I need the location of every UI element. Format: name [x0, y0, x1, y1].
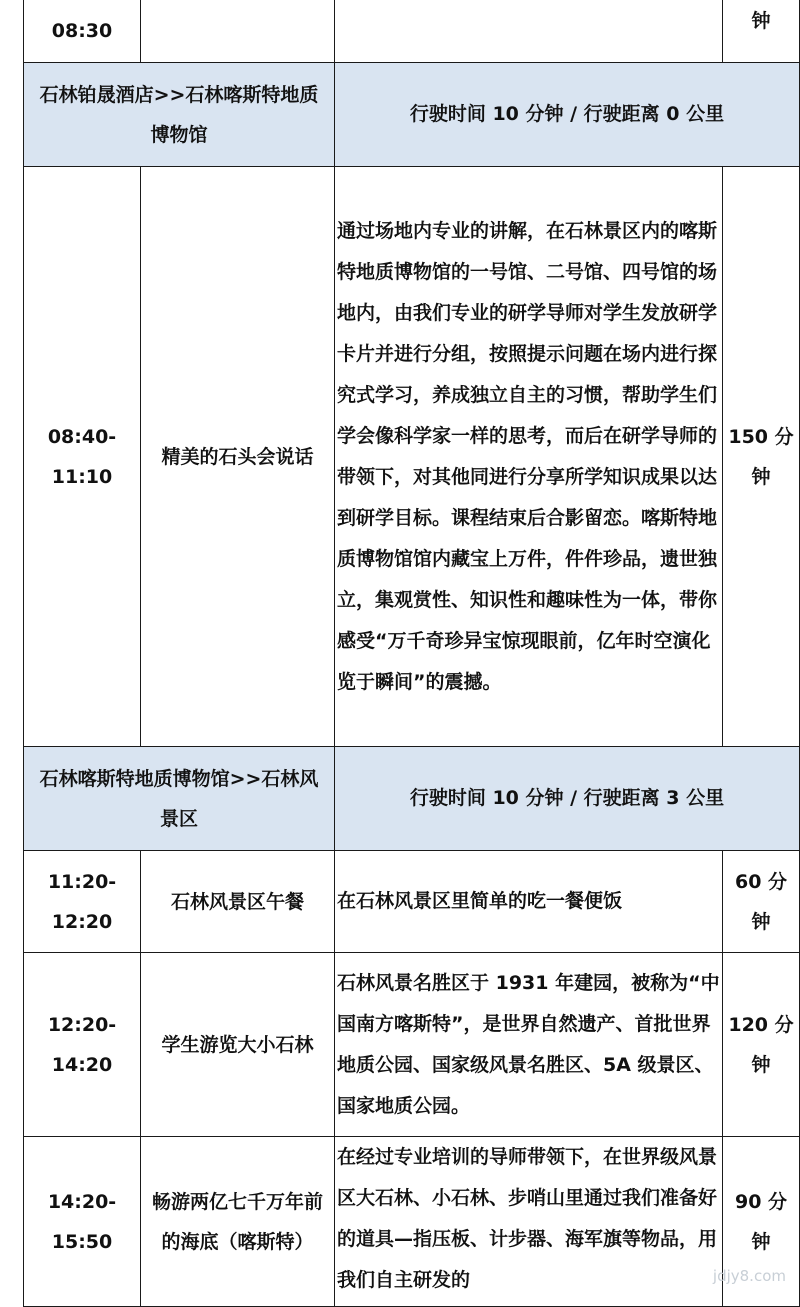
activity-title-cell — [141, 0, 335, 63]
activity-title-cell: 石林风景区午餐 — [141, 851, 335, 953]
watermark: jdjy8.com — [712, 1267, 786, 1285]
time-cell: 08:30 — [24, 0, 141, 63]
activity-desc-cell — [335, 0, 723, 63]
duration-cell: 90 分钟 — [723, 1137, 800, 1307]
itinerary-table — [23, 0, 800, 1307]
activity-desc-cell: 在经过专业培训的导师带领下，在世界级风景区大石林、小石林、步哨山里通过我们准备好的道具—指压板、计步器、海军旗等物品，用我们自主研发的 — [335, 1137, 723, 1307]
route-info: 行驶时间 10 分钟 / 行驶距离 0 公里 — [335, 63, 800, 167]
table-row — [24, 851, 800, 953]
activity-title-cell: 畅游两亿七千万年前的海底（喀斯特） — [141, 1137, 335, 1307]
table-row — [24, 953, 800, 1137]
route-from-to: 石林喀斯特地质博物馆>>石林风景区 — [24, 747, 335, 851]
activity-desc-cell: 石林风景名胜区于 1931 年建园，被称为“中国南方喀斯特”，是世界自然遗产、首批世界地质公园、国家级风景名胜区、5A 级景区、国家地质公园。 — [335, 953, 723, 1137]
time-cell: 11:20-12:20 — [24, 851, 141, 953]
activity-desc-cell: 在石林风景区里简单的吃一餐便饭 — [335, 851, 723, 953]
duration-cell: 120 分钟 — [723, 953, 800, 1137]
route-row — [24, 747, 800, 851]
table-row — [24, 1137, 800, 1307]
time-cell: 14:20-15:50 — [24, 1137, 141, 1307]
table-row — [24, 167, 800, 747]
duration-cell: 150 分钟 — [723, 167, 800, 747]
time-cell: 12:20-14:20 — [24, 953, 141, 1137]
duration-cell: 60 分钟 — [723, 851, 800, 953]
route-info: 行驶时间 10 分钟 / 行驶距离 3 公里 — [335, 747, 800, 851]
time-cell: 08:40-11:10 — [24, 167, 141, 747]
route-from-to: 石林铂晟酒店>>石林喀斯特地质博物馆 — [24, 63, 335, 167]
activity-desc-cell: 通过场地内专业的讲解，在石林景区内的喀斯特地质博物馆的一号馆、二号馆、四号馆的场地内，由我们专业的研学导师对学生发放研学卡片并进行分组，按照提示问题在场内进行探究式学习，养成独立自主的习惯，帮助学生们学会像科学家一样的思考，而后在研学导师的带领下，对其他同进行分享所学知识成果以达到研学目标。课程结束后合影留恋。喀斯特地质博物馆馆内藏宝上万件，件件珍品，遗世独立，集观赏性、知识性和趣味性为一体，带你感受“万千奇珍异宝惊现眼前，亿年时空演化览于瞬间”的震撼。 — [335, 167, 723, 747]
route-row — [24, 63, 800, 167]
table-row — [24, 0, 800, 63]
activity-title-cell: 学生游览大小石林 — [141, 953, 335, 1137]
duration-cell: 钟 — [723, 0, 800, 63]
activity-title-cell: 精美的石头会说话 — [141, 167, 335, 747]
